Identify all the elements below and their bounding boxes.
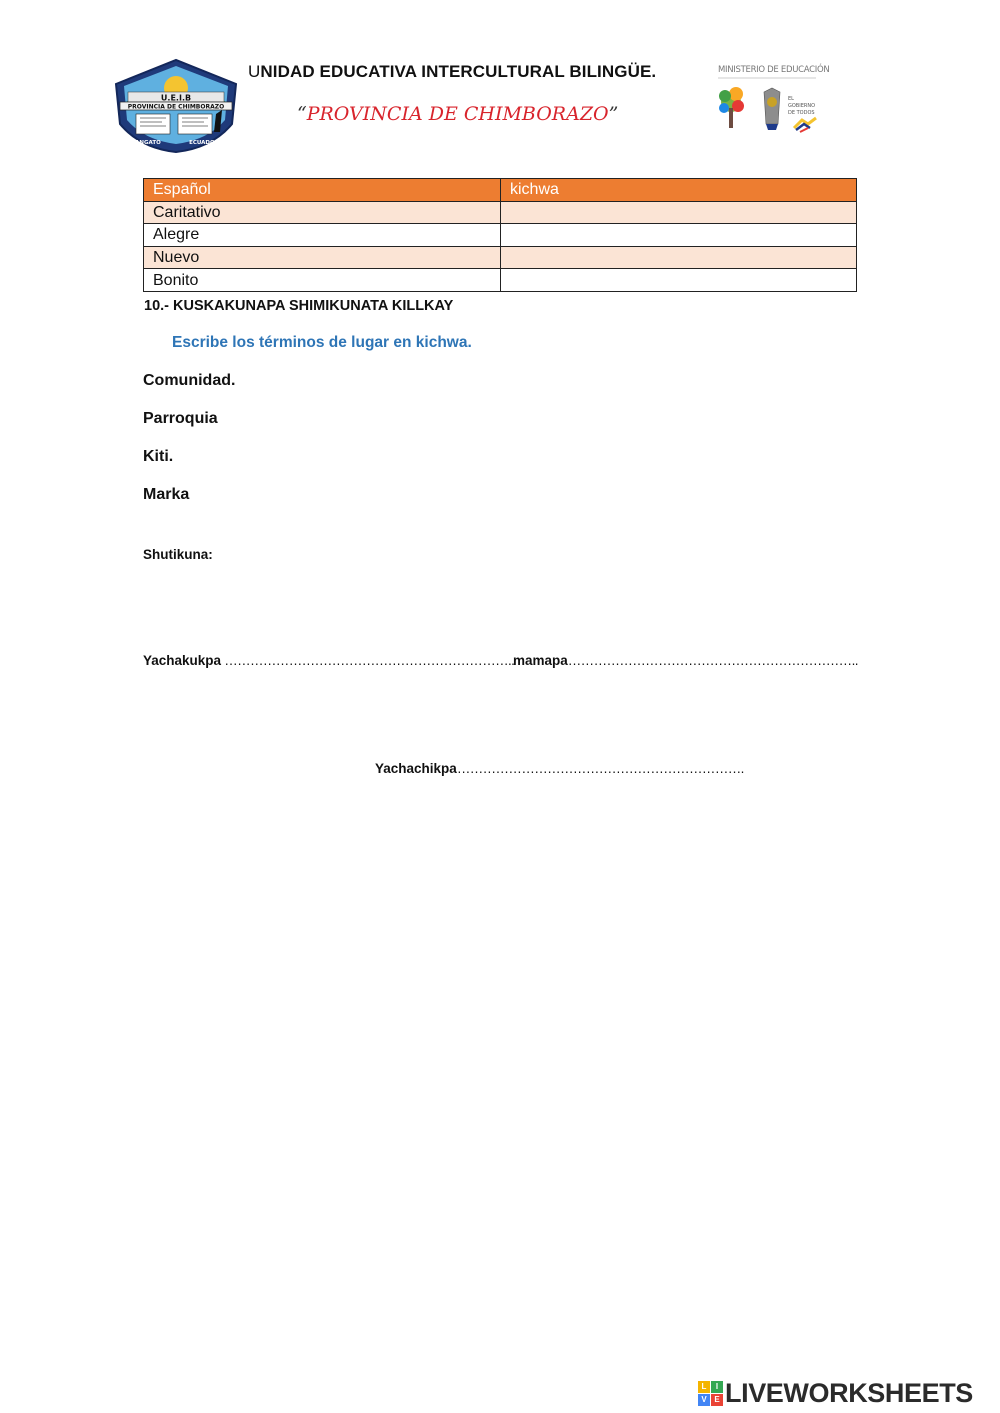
- student-signature-line: [143, 653, 514, 668]
- header-espanol: Español: [144, 179, 501, 202]
- table-row: [144, 201, 857, 224]
- header-kichwa: kichwa: [501, 179, 857, 202]
- table-row: [144, 224, 857, 247]
- teacher-signature-label: Yachachikpa: [375, 761, 457, 776]
- cell-espanol: Bonito: [144, 269, 501, 292]
- table-row: [144, 246, 857, 269]
- school-name-initial: U: [248, 62, 261, 81]
- ministry-logo: [716, 62, 830, 136]
- ministry-label: MINISTERIO DE EDUCACIÓN: [718, 65, 830, 75]
- cell-kichwa-answer[interactable]: [501, 246, 857, 269]
- cell-espanol: Alegre: [144, 224, 501, 247]
- logo-letter-v: V: [698, 1394, 710, 1406]
- term-kiti: Kiti.: [143, 448, 174, 465]
- logo-letter-e: E: [711, 1394, 723, 1406]
- cell-espanol: Nuevo: [144, 246, 501, 269]
- instruction-text: Escribe los términos de lugar en kichwa.: [172, 334, 472, 351]
- province-close-quote: ”: [608, 103, 619, 125]
- ministry-gov-line2: GOBIERNO: [788, 103, 816, 109]
- school-name-rest: NIDAD EDUCATIVA INTERCULTURAL BILINGÜE.: [260, 62, 657, 81]
- school-logo: [112, 58, 240, 154]
- cell-kichwa-answer[interactable]: [501, 269, 857, 292]
- liveworksheets-logo-icon: [698, 1381, 722, 1405]
- student-signature-label: Yachakukpa: [143, 653, 222, 668]
- mother-signature-line: [513, 653, 858, 668]
- term-comunidad: Comunidad.: [143, 372, 236, 389]
- province-open-quote: “: [297, 103, 307, 125]
- student-signature-dots: …………………………………………………………..: [221, 653, 515, 668]
- school-name: [248, 62, 656, 82]
- teacher-signature-dots: ………………………………………………………….: [456, 761, 744, 776]
- school-logo-acronym: U.E.I.B: [160, 93, 192, 103]
- mother-signature-dots: …………………………………………………………..: [567, 653, 858, 668]
- liveworksheets-brand: [698, 1378, 973, 1408]
- province-subtitle: [297, 103, 618, 125]
- province-name: PROVINCIA DE CHIMBORAZO: [306, 103, 609, 125]
- term-parroquia: Parroquia: [143, 410, 218, 427]
- table-header-row: [144, 179, 857, 202]
- teacher-signature-line: [375, 761, 744, 776]
- school-logo-place-left: ANGATO: [135, 140, 161, 146]
- cell-espanol: Caritativo: [144, 201, 501, 224]
- ministry-gov-line3: DE TODOS: [788, 110, 815, 116]
- liveworksheets-wordmark: LIVEWORKSHEETS: [725, 1377, 973, 1408]
- table-row: [144, 269, 857, 292]
- cell-kichwa-answer[interactable]: [501, 224, 857, 247]
- section-title: 10.- KUSKAKUNAPA SHIMIKUNATA KILLKAY: [144, 298, 454, 314]
- mother-signature-label: mamapa: [513, 653, 568, 668]
- ministry-gov-line1: EL: [788, 96, 794, 102]
- shutikuna-label: Shutikuna:: [143, 547, 213, 562]
- school-logo-ribbon: PROVINCIA DE CHIMBORAZO: [127, 103, 225, 111]
- school-logo-place-right: ECUADOR: [189, 140, 219, 146]
- cell-kichwa-answer[interactable]: [501, 201, 857, 224]
- vocab-table: [143, 178, 857, 292]
- logo-letter-l: L: [698, 1381, 710, 1393]
- logo-letter-i: I: [711, 1381, 723, 1393]
- term-marka: Marka: [143, 486, 190, 503]
